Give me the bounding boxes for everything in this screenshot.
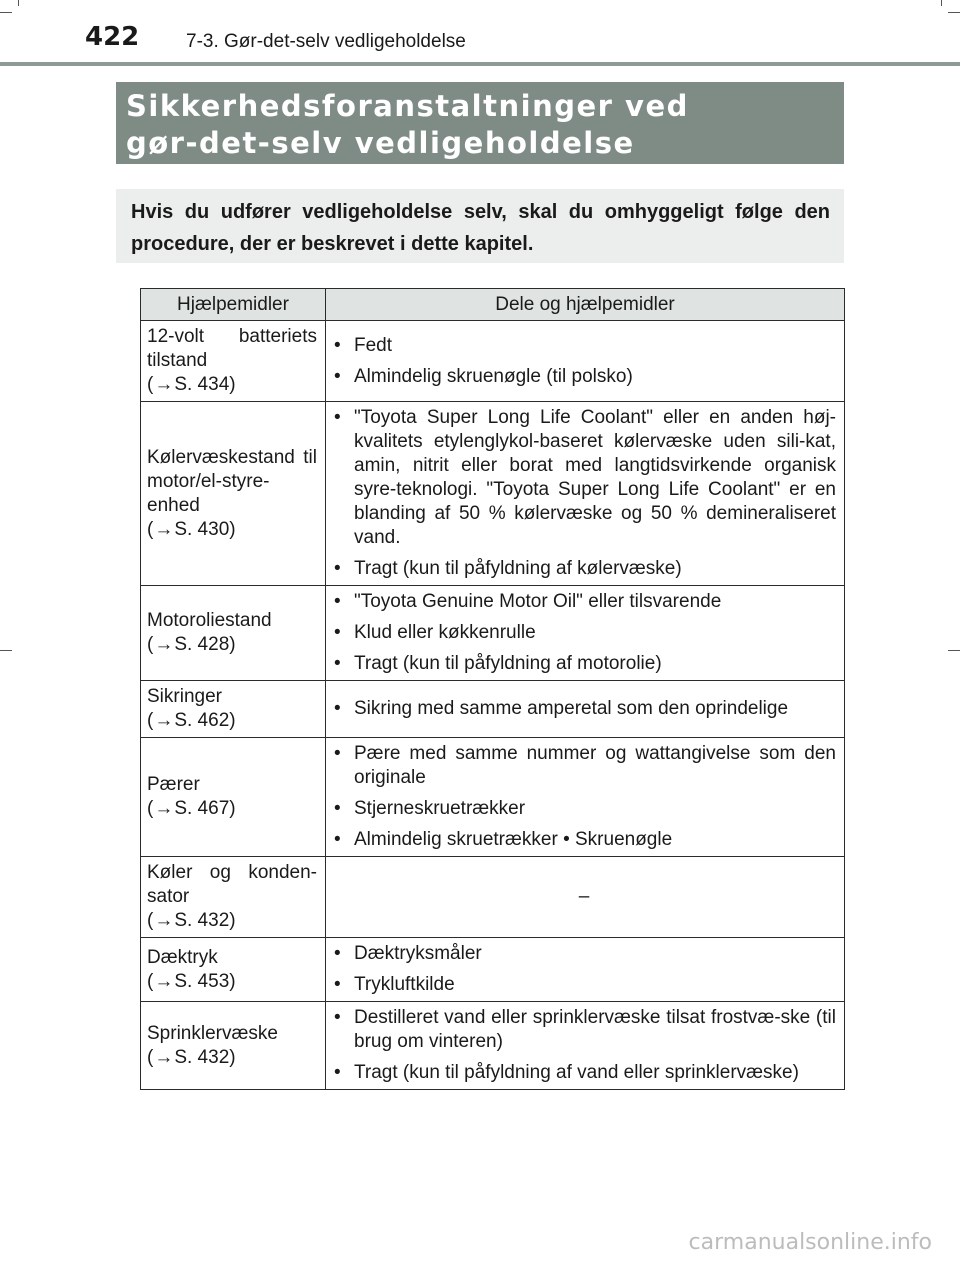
page-reference: S. 432: [174, 910, 230, 931]
row-item-label: Motoroliestand: [147, 610, 272, 631]
table-row: [141, 1002, 845, 1090]
row-item-cell: Kølervæskestand til motor/el-styre-enhed (→S. 430): [141, 402, 326, 586]
table-row: [141, 321, 845, 402]
row-parts-cell: [326, 1002, 845, 1090]
arrow-right-icon: →: [154, 518, 174, 540]
crop-mark: [0, 650, 12, 651]
column-header-tools: Hjælpemidler: [141, 289, 326, 321]
list-item: • Fedt: [332, 334, 836, 358]
arrow-right-icon: →: [154, 374, 174, 395]
list-item: • Tragt (kun til påfyldning af kølervæske): [332, 557, 836, 581]
row-item-cell: Køler og konden-sator (→S. 432): [141, 857, 326, 938]
watermark-text: carmanualsonline.info: [688, 1230, 932, 1255]
arrow-right-icon: →: [154, 1046, 174, 1068]
row-parts-cell: [326, 321, 845, 402]
table-row: [141, 681, 845, 738]
row-item-cell: Dæktryk (→S. 453): [141, 938, 326, 1002]
crop-mark: [948, 650, 960, 651]
arrow-right-icon: →: [154, 798, 174, 819]
table-row: [141, 738, 845, 857]
row-item-cell: 12-volt batteriets tilstand (→S. 434): [141, 321, 326, 402]
table-row: [141, 938, 845, 1002]
parts-table: [140, 288, 845, 1090]
page-title: [116, 82, 844, 164]
crop-mark: [18, 0, 19, 6]
page-reference: S. 467: [174, 798, 230, 819]
list-item: • Tragt (kun til påfyldning af vand eller sprinklervæske): [332, 1061, 836, 1085]
page-number: 422: [85, 22, 140, 52]
row-parts-cell: [326, 738, 845, 857]
crop-mark: [941, 0, 942, 6]
crop-mark: [948, 12, 960, 13]
row-item-cell: Pærer (→S. 467): [141, 738, 326, 857]
arrow-right-icon: →: [154, 970, 174, 992]
list-item: • Almindelig skruetrækker • Skruenøgle: [332, 828, 836, 852]
list-item: • Almindelig skruenøgle (til polsko): [332, 365, 836, 389]
row-item-label: Køler og konden-sator: [147, 862, 317, 907]
list-item: • Trykluftkilde: [332, 973, 836, 997]
page-reference: S. 430: [174, 518, 230, 540]
arrow-right-icon: →: [154, 634, 174, 655]
page-reference: S. 462: [174, 710, 230, 731]
list-item: • "Toyota Genuine Motor Oil" eller tilsvarende: [332, 590, 836, 614]
empty-dash: –: [578, 886, 590, 907]
list-item: • Klud eller køkkenrulle: [332, 621, 836, 645]
row-item-label: Dæktryk: [147, 946, 218, 968]
page-reference: S. 428: [174, 634, 230, 655]
list-item: • Sikring med samme amperetal som den oprindelige: [332, 697, 836, 721]
page-reference: S. 453: [174, 970, 230, 992]
list-item: • Pære med samme nummer og wattangivelse som den originale: [332, 742, 836, 790]
title-line-1: Sikkerhedsforanstaltninger ved: [126, 89, 689, 123]
header-divider: [0, 62, 960, 66]
row-item-label: Pærer: [147, 774, 200, 795]
row-parts-cell: [326, 938, 845, 1002]
table-row: [141, 402, 845, 586]
arrow-right-icon: →: [154, 910, 174, 931]
intro-text: Hvis du udfører vedligeholdelse selv, skal du omhyggeligt følge den procedure, der er beskrevet i dette kapitel.: [131, 201, 830, 255]
table-row: [141, 857, 845, 938]
row-parts-cell: [326, 681, 845, 738]
row-item-cell: Sikringer (→S. 462): [141, 681, 326, 738]
page-reference: S. 432: [174, 1046, 230, 1068]
arrow-right-icon: →: [154, 710, 174, 731]
row-parts-cell: [326, 857, 845, 938]
list-item: • Destilleret vand eller sprinklervæske tilsat frostvæ-ske (til brug om vinteren): [332, 1006, 836, 1054]
page-reference: S. 434: [174, 374, 230, 395]
list-item: • Tragt (kun til påfyldning af motorolie): [332, 652, 836, 676]
list-item: • Dæktryksmåler: [332, 942, 836, 966]
list-item: • "Toyota Super Long Life Coolant" eller en anden høj-kvalitets etylenglykol-baseret kølervæske uden sili-kat, amin, nitrit eller borat med langtidsvirkende organisk syre-teknologi. "Toyota Super Long Life Coolant" er en blanding af 50 % kølervæske og 50 % demineraliseret vand.: [332, 406, 836, 550]
row-item-label: Kølervæskestand til motor/el-styre-enhed: [147, 446, 317, 516]
column-header-parts: Dele og hjælpemidler: [326, 289, 845, 321]
table-header-row: [141, 289, 845, 321]
row-parts-cell: [326, 402, 845, 586]
list-item: • Stjerneskruetrækker: [332, 797, 836, 821]
row-item-cell: Motoroliestand (→S. 428): [141, 586, 326, 681]
crop-mark: [0, 12, 12, 13]
title-line-2: gør-det-selv vedligeholdelse: [126, 126, 635, 160]
row-item-cell: Sprinklervæske (→S. 432): [141, 1002, 326, 1090]
section-title: 7-3. Gør-det-selv vedligeholdelse: [186, 31, 466, 52]
row-item-label: Sprinklervæske: [147, 1022, 278, 1044]
row-item-label: 12-volt batteriets tilstand: [147, 326, 317, 371]
row-item-label: Sikringer: [147, 686, 222, 707]
table-row: [141, 586, 845, 681]
intro-panel: [116, 189, 844, 263]
row-parts-cell: [326, 586, 845, 681]
